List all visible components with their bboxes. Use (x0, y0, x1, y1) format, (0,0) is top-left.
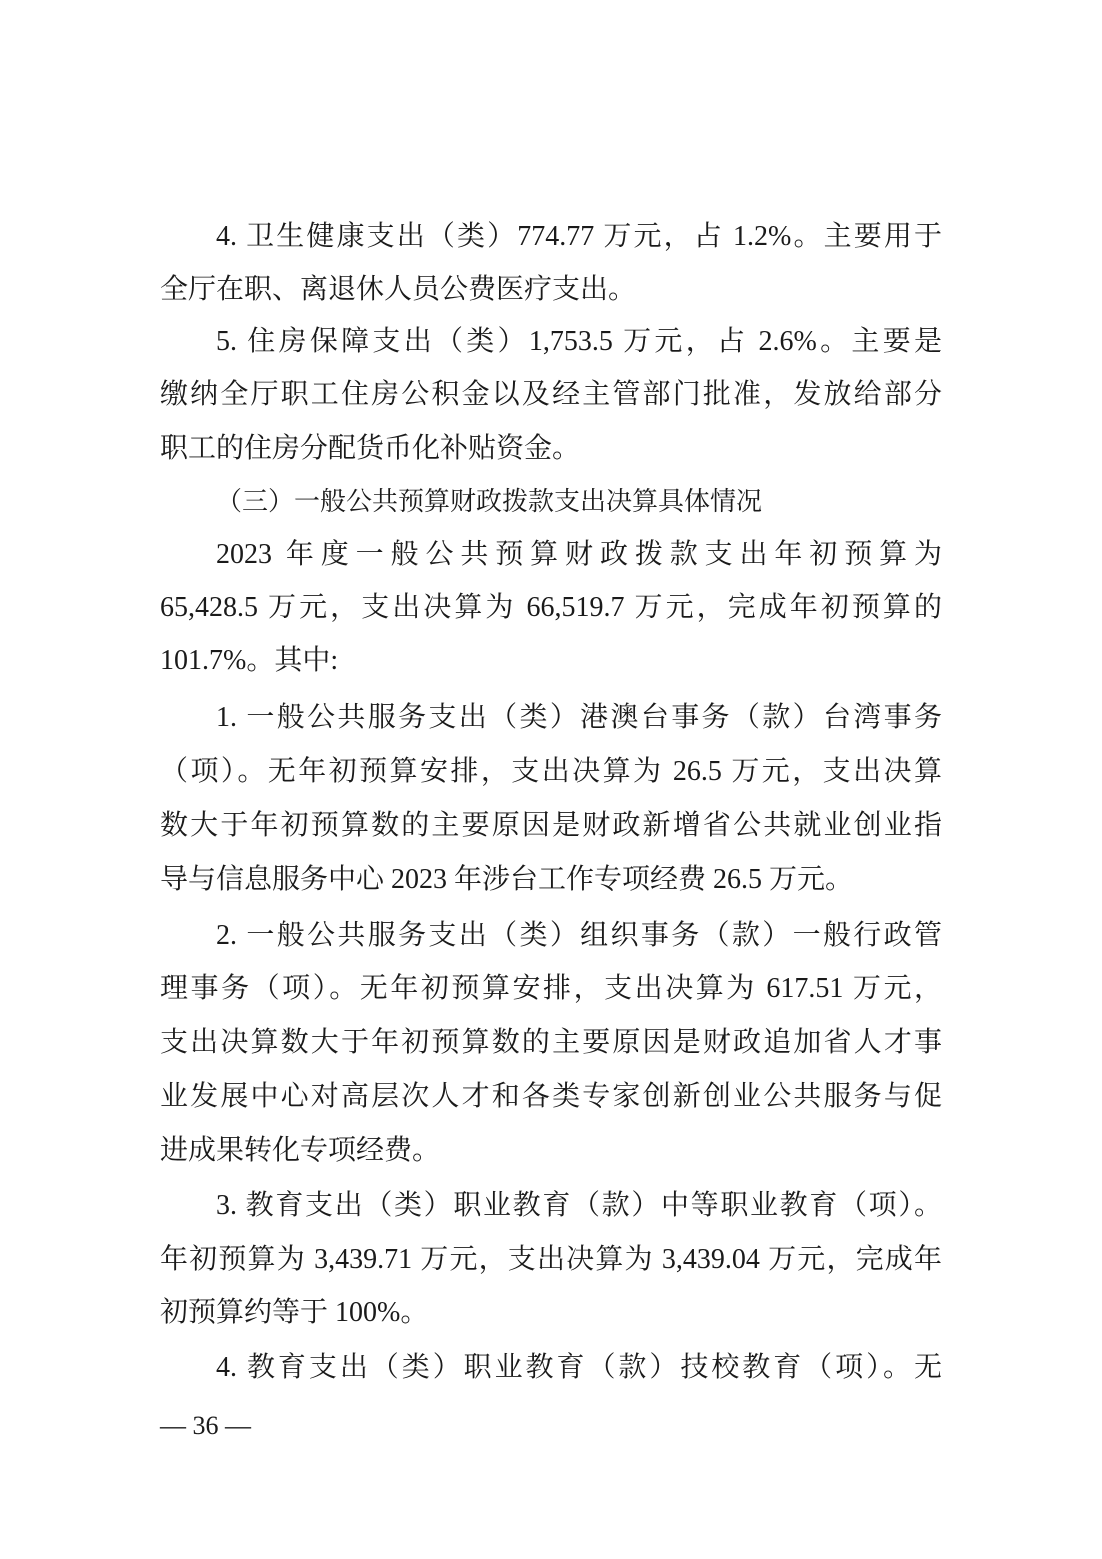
paragraph-line: 5. 住房保障支出（类）1,753.5 万元，占 2.6%。主要是 (216, 326, 942, 357)
paragraph-line: 初预算约等于 100%。 (160, 1297, 429, 1328)
paragraph-line: 65,428.5 万元，支出决算为 66,519.7 万元，完成年初预算的 (160, 592, 942, 623)
paragraph-line: 2. 一般公共服务支出（类）组织事务（款）一般行政管 (216, 920, 942, 951)
page-number: — 36 — (160, 1411, 251, 1440)
paragraph-line: （项）。无年初预算安排，支出决算为 26.5 万元，支出决算 (160, 756, 942, 787)
paragraph-line: 导与信息服务中心 2023 年涉台工作专项经费 26.5 万元。 (160, 864, 854, 895)
paragraph-line: 理事务（项）。无年初预算安排，支出决算为 617.51 万元， (160, 973, 942, 1004)
paragraph-line: 年初预算为 3,439.71 万元，支出决算为 3,439.04 万元，完成年 (160, 1244, 942, 1275)
paragraph-line: 101.7%。其中: (160, 645, 339, 676)
paragraph-line: 全厅在职、离退休人员公费医疗支出。 (160, 274, 637, 305)
paragraph-line: 1. 一般公共服务支出（类）港澳台事务（款）台湾事务 (216, 702, 942, 733)
paragraph-line: 3. 教育支出（类）职业教育（款）中等职业教育（项）。 (216, 1190, 942, 1221)
paragraph-line: 4. 教育支出（类）职业教育（款）技校教育（项）。无 (216, 1352, 942, 1383)
paragraph-line: 4. 卫生健康支出（类）774.77 万元，占 1.2%。主要用于 (216, 221, 942, 252)
section-heading: （三）一般公共预算财政拨款支出决算具体情况 (216, 487, 763, 517)
paragraph-line: 进成果转化专项经费。 (160, 1135, 441, 1166)
paragraph-line: 职工的住房分配货币化补贴资金。 (160, 433, 581, 464)
paragraph-line: 支出决算数大于年初预算数的主要原因是财政追加省人才事 (160, 1027, 942, 1058)
paragraph-line: 缴纳全厅职工住房公积金以及经主管部门批准，发放给部分 (160, 379, 942, 410)
paragraph-line: 2023 年度一般公共预算财政拨款支出年初预算为 (216, 539, 942, 570)
paragraph-line: 数大于年初预算数的主要原因是财政新增省公共就业创业指 (160, 810, 942, 841)
paragraph-line: 业发展中心对高层次人才和各类专家创新创业公共服务与促 (160, 1081, 942, 1112)
